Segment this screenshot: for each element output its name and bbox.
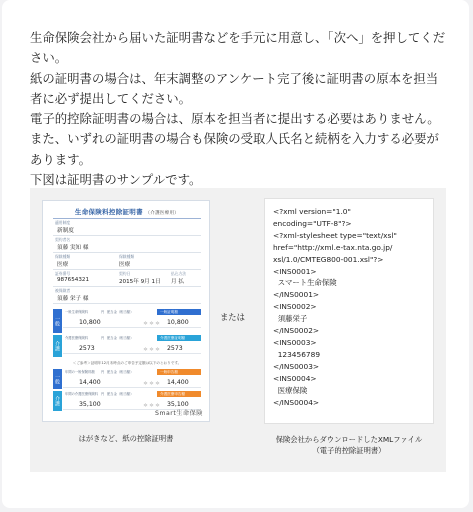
- xml-caption-line-2: （電子的控除証明書）: [312, 446, 386, 455]
- xml-line: xsl/1.0/CMTEG800-001.xsl"?>: [273, 254, 384, 264]
- xml-caption-line-1: 保険会社からダウンロードしたXMLファイル: [275, 435, 423, 444]
- intro-paragraph-1: 生命保険会社から届いた証明書などを手元に用意し、「次へ」を押してください。: [30, 30, 446, 66]
- section-care-forecast: 介護 年間の介護医療保険料 円 配当金（相当額） 介護医療申告額 35,100 ＊＊＊ 35,100: [53, 391, 201, 411]
- xml-line: <INS0002>: [273, 302, 317, 312]
- reference-note: ＜ご参考＞証明年12月末時点のご申告予定額は以下のとおりです。: [72, 361, 182, 365]
- xml-line: 医療保険: [273, 385, 308, 395]
- xml-line: </INS0004>: [273, 397, 320, 407]
- xml-line: </INS0003>: [273, 361, 320, 371]
- xml-line: <?xml-stylesheet type="text/xsl": [273, 230, 397, 240]
- section-general-forecast: 一般 年間の一般保険料額 円 配当金（相当額） 一般申告額 14,400 ＊＊＊ 14,400: [53, 369, 201, 389]
- sample-figure: [30, 188, 446, 472]
- xml-line: </INS0001>: [273, 290, 320, 300]
- paper-certificate-caption: はがきなど、紙の控除証明書: [78, 434, 174, 443]
- section-general: 一般 一般生命保険料 円 配当金（相当額） 一般証明額 10,800 ＊＊＊ 10,800: [53, 309, 201, 333]
- field-insurance-kind: 保険種類 医療 保険種類 医療: [53, 254, 201, 270]
- xml-line: <INS0003>: [273, 337, 317, 347]
- title-divider: [53, 218, 201, 219]
- intro-text: [30, 28, 450, 190]
- intro-paragraph-5: 下図は証明書のサンプルです。: [30, 172, 202, 188]
- xml-file-sample: [264, 198, 434, 424]
- xml-line: スマート生命保険: [273, 278, 337, 288]
- xml-line: <INS0001>: [273, 266, 317, 276]
- field-system: 適用制度 新制度: [53, 220, 201, 236]
- xml-line: encoding="UTF-8"?>: [273, 218, 352, 228]
- section-care: 介護 介護医療保険料 円 配当金（相当額） 介護医療証明額 2573 ＊＊＊ 2573: [53, 335, 201, 357]
- certificate-title: 生命保険料控除証明書 （介護医療用）: [74, 208, 180, 216]
- xml-line: <INS0004>: [273, 373, 317, 383]
- xml-line: href="http://xml.e-tax.nta.go.jp/: [273, 242, 393, 252]
- xml-line: <?xml version="1.0": [273, 207, 351, 216]
- content-card: [2, 0, 469, 508]
- xml-certificate-caption: [264, 434, 434, 456]
- xml-line: 須藤栄子: [273, 314, 308, 324]
- xml-line: 123456789: [273, 349, 321, 359]
- paper-certificate-image: [42, 200, 210, 422]
- intro-paragraph-3: 電子的控除証明書の場合は、原本を担当者に提出する必要はありません。: [30, 111, 440, 127]
- field-insured-person: 被保険者 須藤 栄子 様: [53, 288, 201, 304]
- insurer-logo: Smart生命保険: [155, 410, 203, 417]
- intro-paragraph-2: 紙の証明書の場合は、年末調整のアンケート完了後に証明書の原本を担当者に必ず提出してください。: [30, 70, 439, 106]
- field-holder: 契約者名 須藤 実知 様: [53, 237, 201, 253]
- or-label: または: [220, 312, 245, 322]
- xml-line: </INS0002>: [273, 326, 320, 336]
- intro-paragraph-4: また、いずれの証明書の場合も保険の受取人氏名と続柄を入力する必要があります。: [30, 131, 439, 167]
- field-policy: 証券番号 987654321 契約日 2015年 9月 1日 払込方法 月 払: [53, 271, 201, 287]
